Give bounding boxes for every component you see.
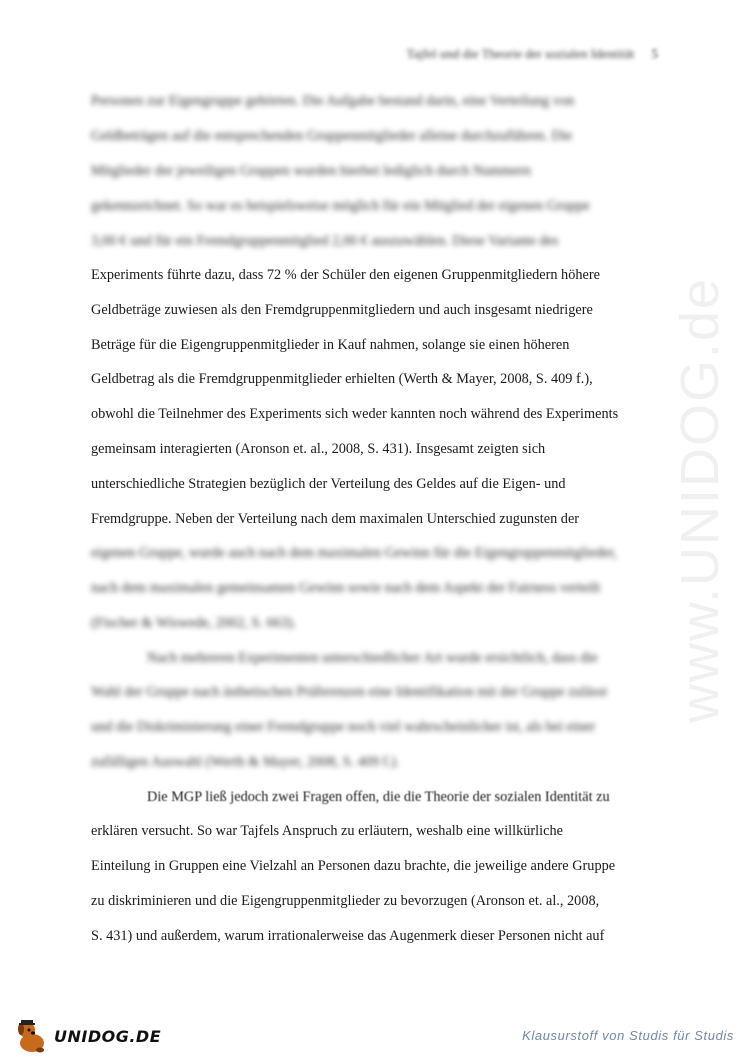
text-line: Wahl der Gruppe nach ästhetischen Präferenzen eine Identifikation mit der Gruppe zulässt — [91, 684, 608, 700]
text-line: 3,00 € und für ein Fremdgruppenmitglied 2,00 € auszuwählen. Diese Variante des — [91, 233, 559, 249]
text-line: Geldbeträge zuwiesen als den Fremdgruppenmitgliedern und auch insgesamt niedrigere — [91, 302, 593, 318]
page-number: 5 — [651, 46, 658, 61]
watermark: www.UNIDOG.de — [670, 276, 730, 724]
text-line: Fremdgruppe. Neben der Verteilung nach dem maximalen Unterschied zugunsten der — [91, 511, 580, 527]
text-line: gekennzeichnet. So war es beispielsweise möglich für ein Mitglied der eigenen Gruppe — [91, 198, 590, 214]
text-line: zufälligen Auswahl (Werth & Mayer, 2008, S. 409 f.). — [91, 754, 400, 770]
dog-mascot-icon — [12, 1016, 52, 1056]
text-line: zu diskriminieren und die Eigengruppenmitglieder zu bevorzugen (Aronson et. al., 2008, — [91, 893, 600, 909]
unidog-logo[interactable] — [12, 1016, 162, 1056]
text-line: Experiments führte dazu, dass 72 % der Schüler den eigenen Gruppenmitgliedern höhere — [91, 267, 600, 283]
text-line: Einteilung in Gruppen eine Vielzahl an Personen dazu brachte, die jeweilige andere Gruppe — [91, 858, 616, 874]
text-line: Mitglieder der jeweiligen Gruppen wurden hierbei lediglich durch Nummern — [91, 163, 531, 179]
text-line: S. 431) und außerdem, warum irrationalerweise das Augenmerk dieser Personen nicht auf — [91, 928, 605, 944]
text-line: unterschiedliche Strategien bezüglich der Verteilung des Geldes auf die Eigen- und — [91, 476, 566, 492]
footer-tagline: Klausurstoff von Studis für Studis — [522, 1028, 734, 1043]
text-line: und die Diskriminierung einer Fremdgruppe noch viel wahrscheinlicher ist, als bei einer — [91, 719, 596, 735]
text-line: Geldbetrag als die Fremdgruppenmitglieder erhielten (Werth & Mayer, 2008, S. 409 f.), — [91, 371, 593, 387]
text-line: eigenen Gruppe, wurde auch nach dem maximalen Gewinn für die Eigengruppenmitglieder, — [91, 545, 617, 561]
text-line: Nach mehreren Experimenten unterschiedlicher Art wurde ersichtlich, dass die — [147, 650, 598, 666]
running-title: Tajfel und die Theorie der sozialen Identität — [406, 46, 635, 61]
text-line: nach dem maximalen gemeinsamen Gewinn sowie nach dem Aspekt der Fairness verteilt — [91, 580, 601, 596]
text-line: Beträge für die Eigengruppenmitglieder in Kauf nahmen, solange sie einen höheren — [91, 337, 570, 353]
text-line: Die MGP ließ jedoch zwei Fragen offen, die die Theorie der sozialen Identität zu — [147, 789, 610, 805]
text-line: obwohl die Teilnehmer des Experiments sich weder kannten noch während des Experiments — [91, 406, 619, 422]
page-header — [407, 46, 658, 62]
text-line: gemeinsam interagierten (Aronson et. al., 2008, S. 431). Insgesamt zeigten sich — [91, 441, 546, 457]
text-line: Geldbeträgen auf die entsprechenden Gruppenmitglieder alleine durchzuführen. Die — [91, 128, 573, 144]
text-line: erklären versucht. So war Tajfels Anspruch zu erläutern, weshalb eine willkürliche — [91, 823, 563, 839]
logo-text: UNIDOG.DE — [54, 1026, 162, 1046]
text-line: (Fischer & Wiswede, 2002, S. 663). — [91, 615, 297, 631]
text-line: Personen zur Eigengruppe gehörten. Die Aufgabe bestand darin, eine Verteilung von — [91, 93, 575, 109]
